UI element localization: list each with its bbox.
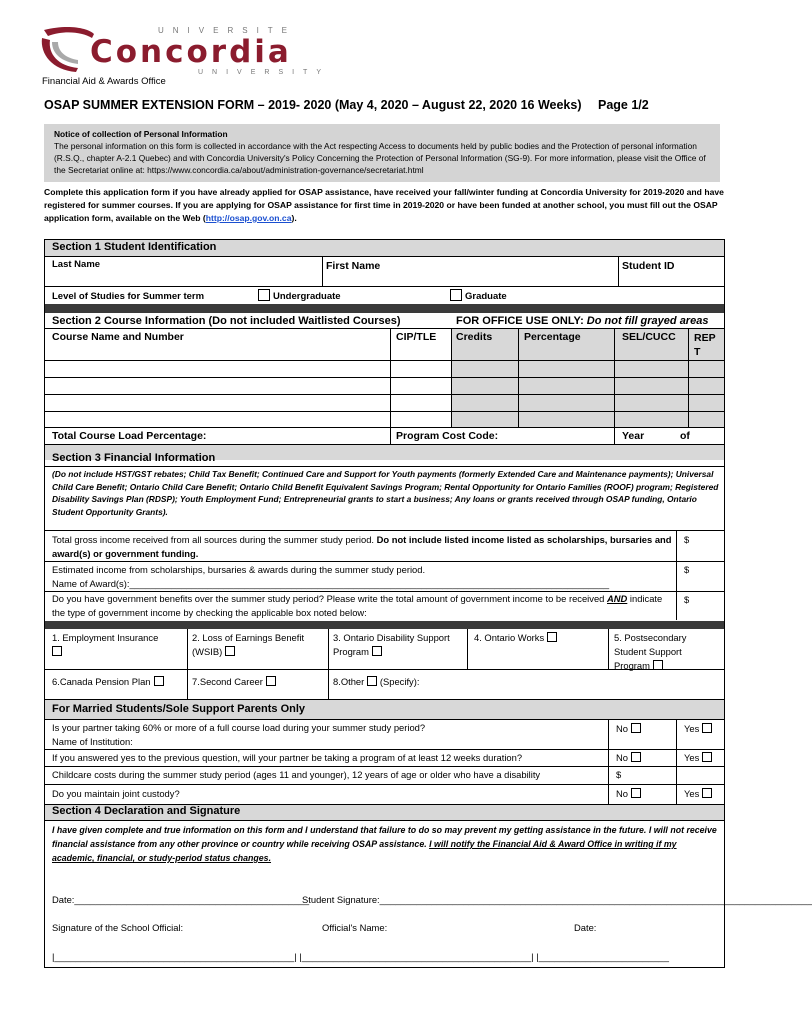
section4-title: Section 4 Declaration and Signature [52, 805, 241, 817]
osap-link[interactable]: http://osap.gov.on.ca [205, 213, 292, 223]
childcare-costs-question: Childcare costs during the summer study period (ages 11 and younger), 12 years of age or older who have a disability [52, 769, 541, 780]
program-cost-label: Program Cost Code: [396, 430, 499, 442]
official-signature-label: Signature of the School Official: [52, 922, 184, 933]
section2-title: Section 2 Course Information (Do not included Waitlisted Courses) [52, 315, 401, 327]
section3-title: Section 3 Financial Information [52, 452, 216, 464]
notice-title: Notice of collection of Personal Information [54, 129, 228, 139]
married-section-title: For Married Students/Sole Support Parents Only [52, 703, 306, 715]
second-career-checkbox[interactable] [266, 676, 276, 686]
undergrad-checkbox[interactable] [258, 289, 270, 301]
m1-no-checkbox[interactable] [631, 723, 641, 733]
m1-yes-option[interactable]: Yes [684, 722, 712, 736]
gov-benefits-question: Do you have government benefits over the summer study period? Please write the total amount of government income to be received AND indicate the type of government income by checking the applicable box noted below: [52, 593, 663, 618]
scholarship-dollar[interactable]: $ [684, 564, 690, 575]
student-id-label: Student ID [622, 260, 675, 272]
m2-yes-option[interactable]: Yes [684, 751, 712, 765]
m1-yes-checkbox[interactable] [702, 723, 712, 733]
benefit-cpp[interactable]: 6.Canada Pension Plan [52, 675, 164, 689]
notice-body: The personal information on this form is collected in accordance with the Act respecting Access to documents held by public bodies and the Protection of personal information (R.S.Q., chapter A-2.1 Quebec) and with Concordia University's Policy Concerning the Protection of Personal Information (SG-9). For more information, please visit the Office of the Secretariat online at: https://www.concordia.ca/about/administration-governance/secretariat.html [54, 141, 706, 175]
page-number: Page 1/2 [598, 98, 649, 112]
odsp-checkbox[interactable] [372, 646, 382, 656]
credits-header: Credits [456, 331, 493, 343]
m4-no-option[interactable]: No [616, 787, 641, 801]
gross-income-dollar[interactable]: $ [684, 534, 690, 545]
official-name-label: Official's Name: [322, 922, 388, 933]
grad-option[interactable]: Graduate [450, 289, 507, 302]
cpp-checkbox[interactable] [154, 676, 164, 686]
date-field[interactable]: Date:_____________________________________________ [52, 894, 310, 905]
benefit-second-career[interactable]: 7.Second Career [192, 675, 276, 689]
logo-university-text: UNIVERSITY [198, 69, 331, 76]
benefit-postsecondary[interactable]: 5. Postsecondary Student Support Program [614, 632, 687, 671]
ei-checkbox[interactable] [52, 646, 62, 656]
official-date-label: Date: [574, 922, 597, 933]
partner-duration-question: If you answered yes to the previous question, will your partner be taking a program of at least 12 weeks duration? [52, 752, 523, 763]
benefit-odsp[interactable]: 3. Ontario Disability Support Program [333, 632, 450, 657]
m2-no-checkbox[interactable] [631, 752, 641, 762]
financial-exclusions-note: (Do not include HST/GST rebates; Child Tax Benefit; Continued Care and Support for Youth payments (formerly Extended Care and Maintenance payments); Universal Child Care Benefit; Ontario Child Care Benefit; Ontario Child Benefit Equivalent Savings Program; Rental Opportunity for Ontario Families (ROOF) program; Registered Disability Savings Plan (RDSP); Youth Employment Fund; Entrepreneurial grants to start a business; Any loans or grants received through OSAP funding, Ontario Student Opportunity Grants). [52, 469, 719, 517]
undergrad-option[interactable]: Undergraduate [258, 289, 341, 302]
course-name-header: Course Name and Number [52, 331, 184, 343]
m4-yes-checkbox[interactable] [702, 788, 712, 798]
first-name-label: First Name [326, 260, 381, 272]
m2-no-option[interactable]: No [616, 751, 641, 765]
childcare-dollar[interactable]: $ [616, 769, 622, 780]
m1-no-option[interactable]: No [616, 722, 641, 736]
concordia-logo [38, 24, 331, 87]
intro-body: Complete this application form if you have already applied for OSAP assistance, have received your fall/winter funding at Concordia University for 2019-2020 and have registered for summer courses. If you are applying for OSAP assistance for first time in 2019-2020 or have been funded at another school, you must fill out the OSAP application form, available on the Web ( [44, 187, 724, 223]
office-name: Financial Aid & Awards Office [42, 76, 166, 87]
office-use-note: FOR OFFICE USE ONLY: Do not fill grayed areas [456, 315, 709, 327]
section1-title: Section 1 Student Identification [52, 241, 217, 253]
section-divider [45, 304, 724, 313]
benefit-wsib[interactable]: 2. Loss of Earnings Benefit (WSIB) [192, 632, 305, 657]
total-load-label: Total Course Load Percentage: [52, 430, 207, 442]
concordia-crest-icon [38, 24, 98, 76]
declaration-text: I have given complete and true information on this form and I understand that failure to do so may prevent my getting assistance in the future. I will not receive financial assistance from any other province or country while receiving OSAP assistance. I will notify the Financial Aid & Award Office in writing if my academic, financial, or study-period status changes. [52, 825, 717, 863]
partner-courseload-question: Is your partner taking 60% or more of a full course load during your summer study period? Name of Institution: [52, 722, 426, 747]
gross-income-question: Total gross income received from all sources during the summer study period. Do not include listed income listed as scholarships, bursaries and award(s) or government funding. [52, 534, 672, 559]
gov-benefits-dollar[interactable]: $ [684, 594, 690, 605]
m4-no-checkbox[interactable] [631, 788, 641, 798]
percentage-header: Percentage [524, 331, 581, 343]
m2-yes-checkbox[interactable] [702, 752, 712, 762]
official-signature-lines[interactable]: |______________________________________________| |____________________________________________| |_________________________ [52, 951, 669, 962]
benefit-ontario-works[interactable]: 4. Ontario Works [474, 631, 604, 645]
intro-end: ). [291, 213, 297, 223]
grad-checkbox[interactable] [450, 289, 462, 301]
logo-wordmark: Concordia [90, 34, 292, 70]
pssp-checkbox[interactable] [653, 660, 663, 670]
benefits-divider [45, 621, 724, 629]
rep-header: REP T [694, 332, 716, 358]
privacy-notice [44, 124, 720, 182]
last-name-label: Last Name [52, 259, 101, 270]
benefit-employment-insurance[interactable]: 1. Employment Insurance [52, 631, 184, 659]
sel-header: SEL/CUCC [622, 331, 676, 343]
ontario-works-checkbox[interactable] [547, 632, 557, 642]
award-name-field[interactable]: Name of Award(s):____________________________________________________________________________________________ [52, 578, 610, 589]
wsib-checkbox[interactable] [225, 646, 235, 656]
student-signature-field[interactable]: Student Signature:___________________________________________________________________________________ [302, 894, 812, 905]
of-label: of [680, 430, 690, 442]
other-checkbox[interactable] [367, 676, 377, 686]
joint-custody-question: Do you maintain joint custody? [52, 788, 180, 799]
m4-yes-option[interactable]: Yes [684, 787, 712, 801]
scholarship-income-question: Estimated income from scholarships, bursaries & awards during the summer study period. [52, 564, 426, 575]
form-title: OSAP SUMMER EXTENSION FORM – 2019- 2020 (May 4, 2020 – August 22, 2020 16 Weeks) [44, 98, 582, 112]
logo-universite-text: UNIVERSITE [158, 26, 297, 35]
cip-header: CIP/TLE [396, 331, 437, 343]
intro-text [44, 186, 724, 225]
level-label: Level of Studies for Summer term [52, 291, 205, 302]
year-label: Year [622, 430, 645, 442]
benefit-other[interactable]: 8.Other (Specify): [333, 676, 420, 687]
